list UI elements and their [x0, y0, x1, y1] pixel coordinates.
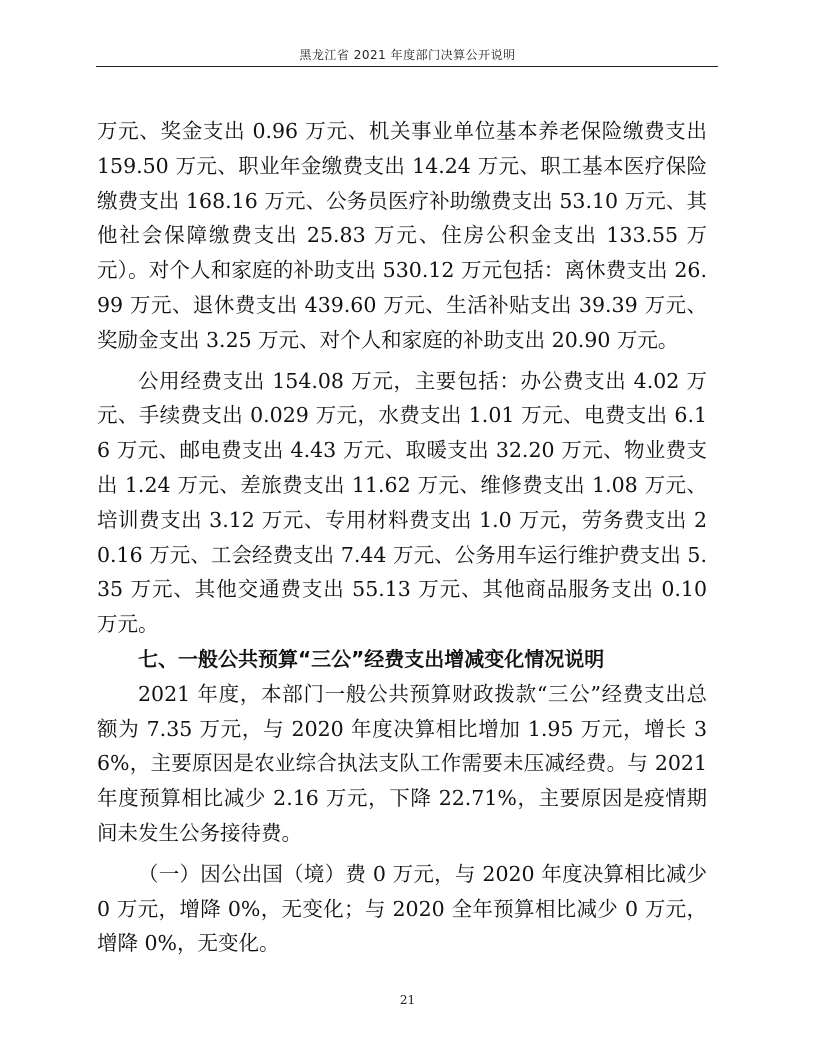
- document-body: [97, 114, 707, 961]
- paragraph-three-public-summary: 2021 年度，本部门一般公共预算财政拨款“三公”经费支出总额为 7.35 万元，与 2020 年度决算相比增加 1.95 万元，增长 36%，主要原因是农业综合执法支队工作需要未压减经费。与 2021 年度预算相比减少 2.16 万元，下降 22.71%，主要原因是疫情期间未发生公务接待费。: [97, 681, 707, 845]
- running-header: 黑龙江省 2021 年度部门决算公开说明: [299, 48, 516, 62]
- page-number: 21: [399, 993, 416, 1007]
- header-divider: [96, 66, 718, 67]
- paragraph-overseas-travel: （一）因公出国（境）费 0 万元，与 2020 年度决算相比减少 0 万元，增降 0%，无变化；与 2020 全年预算相比减少 0 万元，增降 0%，无变化。: [97, 861, 707, 956]
- section-heading: 七、一般公共预算“三公”经费支出增减变化情况说明: [138, 646, 605, 671]
- paragraph-personnel-expenses: 万元、奖金支出 0.96 万元、机关事业单位基本养老保险缴费支出 159.50 万元、职业年金缴费支出 14.24 万元、职工基本医疗保险缴费支出 168.16 万元、公务员医疗补助缴费支出 53.10 万元、其他社会保障缴费支出 25.83 万元、住房公积金支出 133.55 万元）。对个人和家庭的补助支出 530.12 万元包括：离休费支出 26.99 万元、退休费支出 439.60 万元、生活补贴支出 39.39 万元、奖励金支出 3.25 万元、对个人和家庭的补助支出 20.90 万元。: [97, 119, 707, 352]
- paragraph-public-expenses: 公用经费支出 154.08 万元，主要包括：办公费支出 4.02 万元、手续费支出 0.029 万元，水费支出 1.01 万元、电费支出 6.16 万元、邮电费支出 4.43 万元、取暖支出 32.20 万元、物业费支出 1.24 万元、差旅费支出 11.62 万元、维修费支出 1.08 万元、培训费支出 3.12 万元、专用材料费支出 1.0 万元，劳务费支出 20.16 万元、工会经费支出 7.44 万元、公务用车运行维护费支出 5.35 万元、其他交通费支出 55.13 万元、其他商品服务支出 0.10 万元。: [97, 368, 707, 637]
